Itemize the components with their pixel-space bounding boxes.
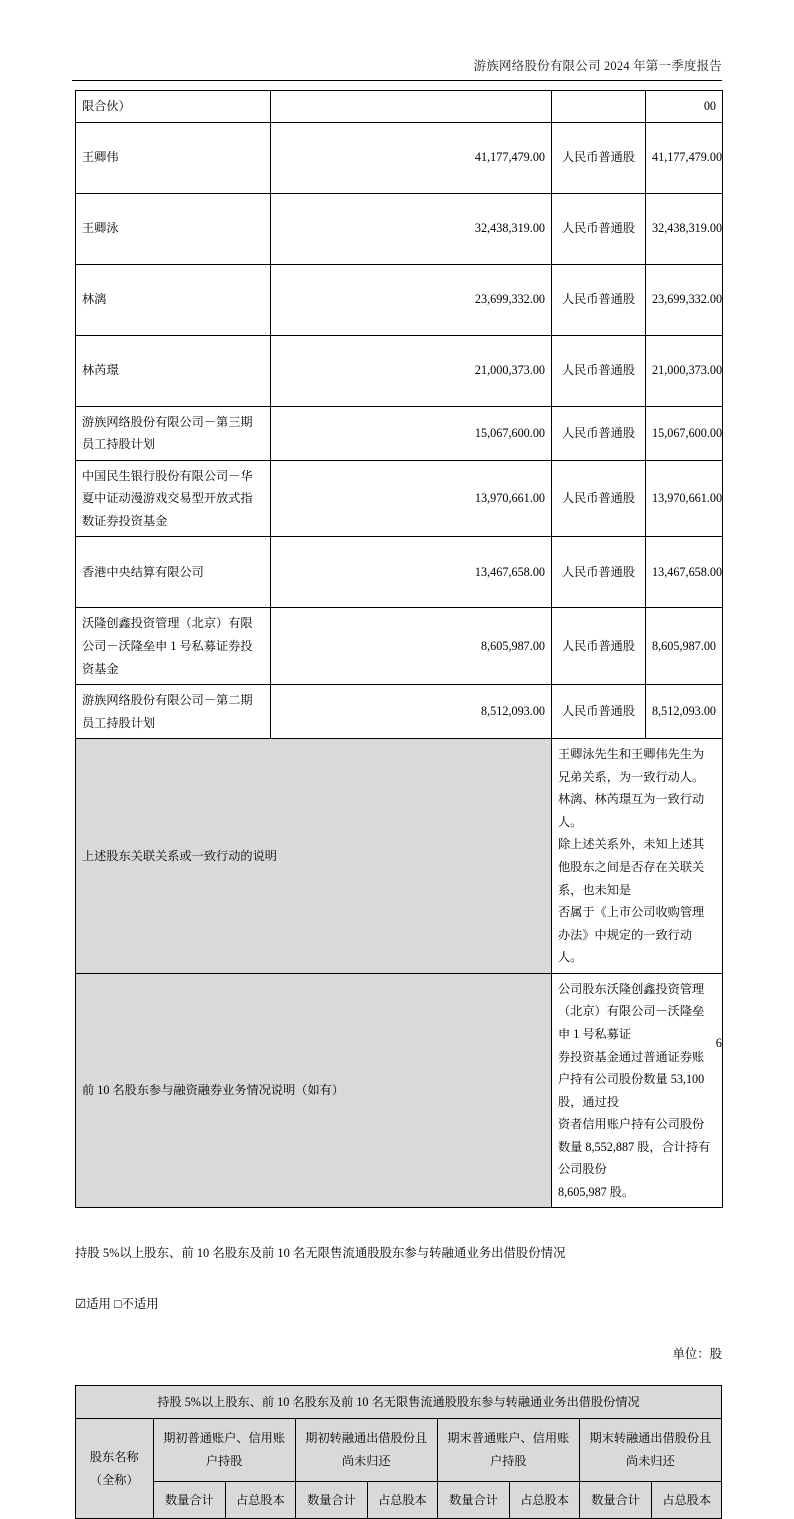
group-header-line-2: 尚未归还 — [341, 1454, 391, 1469]
sub-header-quantity: 数量合计 — [437, 1482, 510, 1519]
table-row — [76, 406, 723, 460]
note-body — [552, 973, 723, 1208]
section-heading: 持股 5%以上股东、前 10 名股东及前 10 名无限售流通股股东参与转融通业务出借股份情况 — [75, 1246, 566, 1261]
group-header-line-2: 户持股 — [490, 1454, 527, 1469]
shareholder-amount: 13,970,661.00 — [271, 460, 552, 537]
spacer — [75, 1208, 722, 1242]
group-header-line-2: 尚未归还 — [626, 1454, 675, 1469]
group-header-begin-lent — [295, 1419, 437, 1482]
table-row — [76, 335, 723, 406]
note-line: 否属于《上市公司收购管理办法》中规定的一致行动人。 — [558, 905, 705, 965]
share-type: 人民币普通股 — [552, 406, 646, 460]
share-type: 人民币普通股 — [552, 264, 646, 335]
applicable-checkbox[interactable]: ☑适用 — [75, 1296, 111, 1311]
note-label: 前 10 名股东参与融资融券业务情况说明（如有） — [76, 973, 552, 1208]
note-line: 资者信用账户持有公司股份数量 8,552,887 股，合计持有公司股份 — [558, 1117, 711, 1177]
table-row-note — [76, 739, 723, 974]
group-header-line-1: 期初转融通出借股份且 — [305, 1431, 428, 1446]
note-line: 8,605,987 股。 — [558, 1184, 635, 1199]
shareholder-amount: 8,512,093.00 — [271, 685, 552, 739]
shareholder-total: 41,177,479.00 — [646, 122, 723, 193]
sub-header-quantity: 数量合计 — [295, 1482, 368, 1519]
sub-header-percent: 占总股本 — [510, 1482, 580, 1519]
sub-header-quantity: 数量合计 — [579, 1482, 652, 1519]
sub-header-percent: 占总股本 — [652, 1482, 722, 1519]
shareholder-name: 限合伙） — [76, 91, 271, 123]
group-header-line-1: 期初普通账户、信用账 — [163, 1431, 286, 1446]
running-header — [72, 56, 722, 74]
page-content — [75, 90, 722, 1519]
shareholder-name: 王卿伟 — [76, 122, 271, 193]
shareholder-name: 香港中央结算有限公司 — [76, 537, 271, 608]
shareholder-amount: 41,177,479.00 — [271, 122, 552, 193]
shareholder-total: 8,605,987.00 — [646, 608, 723, 685]
spacer — [75, 1315, 722, 1343]
shareholder-name: 中国民生银行股份有限公司－华夏中证动漫游戏交易型开放式指数证券投资基金 — [76, 460, 271, 537]
shareholder-name: 游族网络股份有限公司－第三期员工持股计划 — [76, 406, 271, 460]
note-label: 上述股东关联关系或一致行动的说明 — [76, 739, 552, 974]
lending-table-title: 持股 5%以上股东、前 10 名股东及前 10 名无限售流通股股东参与转融通业务出借股份情况 — [76, 1386, 722, 1419]
lending-group-header-row — [76, 1419, 722, 1482]
table-row — [76, 685, 723, 739]
sub-header-quantity: 数量合计 — [153, 1482, 226, 1519]
group-header-line-1: 期末转融通出借股份且 — [589, 1431, 712, 1446]
shareholder-amount: 15,067,600.00 — [271, 406, 552, 460]
shareholder-total: 32,438,319.00 — [646, 193, 723, 264]
shareholder-total: 23,699,332.00 — [646, 264, 723, 335]
shareholder-total: 8,512,093.00 — [646, 685, 723, 739]
share-type: 人民币普通股 — [552, 335, 646, 406]
table-row — [76, 537, 723, 608]
share-type: 人民币普通股 — [552, 685, 646, 739]
column-header-shareholder-name — [76, 1419, 154, 1519]
share-type: 人民币普通股 — [552, 608, 646, 685]
sub-header-percent: 占总股本 — [226, 1482, 296, 1519]
shareholder-total: 21,000,373.00 — [646, 335, 723, 406]
shareholder-total: 00 — [646, 91, 723, 123]
applicability-line — [75, 1293, 722, 1315]
table-row — [76, 91, 723, 123]
running-header-text: 游族网络股份有限公司 2024 年第一季度报告 — [473, 59, 722, 73]
share-type: 人民币普通股 — [552, 193, 646, 264]
shareholder-name: 王卿泳 — [76, 193, 271, 264]
table-row — [76, 264, 723, 335]
shareholder-total: 13,467,658.00 — [646, 537, 723, 608]
page-number — [72, 1036, 722, 1051]
shareholder-amount: 13,467,658.00 — [271, 537, 552, 608]
table-row — [76, 193, 723, 264]
note-line: 林漓、林芮璟互为一致行动人。 — [558, 792, 705, 829]
group-header-line-1: 期末普通账户、信用账 — [447, 1431, 570, 1446]
table-row — [76, 122, 723, 193]
spacer — [75, 1365, 722, 1385]
shareholder-name: 沃隆创鑫投资管理（北京）有限公司－沃隆垒申 1 号私募证券投资基金 — [76, 608, 271, 685]
lending-title-row — [76, 1386, 722, 1419]
table-row — [76, 608, 723, 685]
share-type: 人民币普通股 — [552, 460, 646, 537]
group-header-begin-ordinary — [153, 1419, 295, 1482]
note-body — [552, 739, 723, 974]
group-header-line-2: 户持股 — [205, 1454, 243, 1469]
table-row-note — [76, 973, 723, 1208]
shareholder-name: 林漓 — [76, 264, 271, 335]
shareholder-total: 15,067,600.00 — [646, 406, 723, 460]
name-header-line-1: 股东名称 — [89, 1449, 139, 1464]
name-header-line-2: （全称） — [89, 1472, 139, 1487]
note-line: 王卿泳先生和王卿伟先生为兄弟关系，为一致行动人。 — [558, 747, 705, 784]
securities-lending-table — [75, 1385, 722, 1519]
share-type — [552, 91, 646, 123]
shareholder-amount — [271, 91, 552, 123]
sub-header-percent: 占总股本 — [368, 1482, 438, 1519]
shareholder-total: 13,970,661.00 — [646, 460, 723, 537]
table-row — [76, 460, 723, 537]
shareholder-name: 林芮璟 — [76, 335, 271, 406]
not-applicable-checkbox[interactable]: □不适用 — [114, 1296, 159, 1311]
shareholder-amount: 23,699,332.00 — [271, 264, 552, 335]
shareholder-amount: 8,605,987.00 — [271, 608, 552, 685]
group-header-end-ordinary — [437, 1419, 579, 1482]
note-line: 除上述关系外，未知上述其他股东之间是否存在关联关系，也未知是 — [558, 837, 705, 897]
shareholder-amount: 21,000,373.00 — [271, 335, 552, 406]
unit-label: 单位：股 — [672, 1347, 722, 1362]
share-type: 人民币普通股 — [552, 122, 646, 193]
header-rule — [72, 80, 722, 81]
lending-sub-header-row — [76, 1482, 722, 1519]
group-header-end-lent — [579, 1419, 721, 1482]
shareholder-amount: 32,438,319.00 — [271, 193, 552, 264]
shareholder-name: 游族网络股份有限公司－第二期员工持股计划 — [76, 685, 271, 739]
spacer — [75, 1265, 722, 1293]
note-line: 券投资基金通过普通证券账户持有公司股份数量 53,100 股，通过投 — [558, 1049, 705, 1109]
note-line: 公司股东沃隆创鑫投资管理（北京）有限公司－沃隆垒申 1 号私募证 — [558, 981, 705, 1041]
page-number-text: 6 — [715, 1036, 722, 1050]
share-type: 人民币普通股 — [552, 537, 646, 608]
